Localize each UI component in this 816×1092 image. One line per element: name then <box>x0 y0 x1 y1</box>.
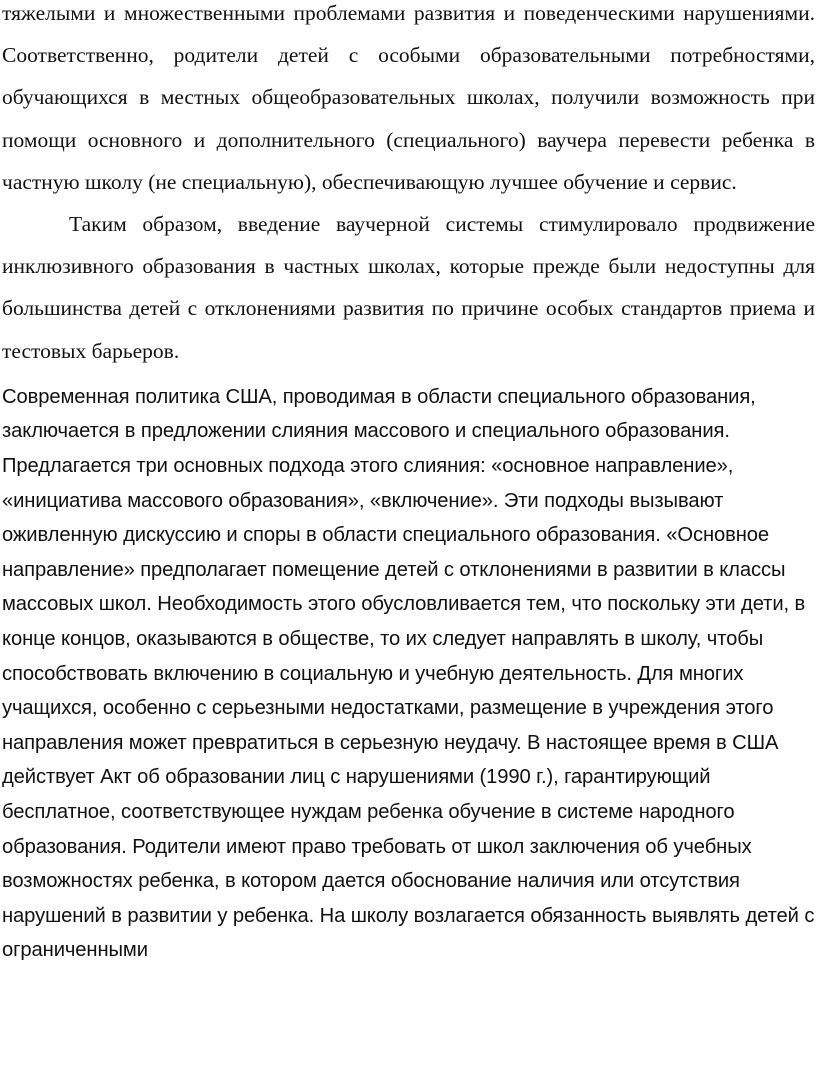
paragraph-us-special-education-policy: Современная политика США, проводимая в области специального образования, заключается в предложении слияния массового и специального образования. Предлагается три основных подхода этого слияния: «основное направление», «инициатива массового образования», «включение». Эти подходы вызывают оживленную дискуссию и споры в области специального образования. «Основное направление» предполагает помещение детей с отклонениями в развитии в классы массовых школ. Необходимость этого обусловливается тем, что поскольку эти дети, в конце концов, оказываются в обществе, то их следует направлять в школу, чтобы способствовать включению в социальную и учебную деятельность. Для многих учащихся, особенно с серьезными недостатками, размещение в учреждения этого направления может превратиться в серьезную неудачу. В настоящее время в США действует Акт об образовании лиц с нарушениями (1990 г.), гарантирующий бесплатное, соответствующее нуждам ребенка обучение в системе народного образования. Родители имеют право требовать от школ заключения об учебных возможностях ребенка, в котором дается обоснование наличия или отсутствия нарушений в развитии у ребенка. На школу возлагается обязанность выявлять детей с ограниченными <box>2 385 815 962</box>
paragraph-vouchers-intro: тяжелыми и множественными проблемами развития и поведенческими нарушениями. Соответственно, родители детей с особыми образовательными потребностями, обучающихся в местных общеобразовательных школах, получили возможность при помощи основного и дополнительного (специального) ваучера перевести ребенка в частную школу (не специальную), обеспечивающую лучшее обучение и сервис. <box>2 1 815 194</box>
paragraph-voucher-system-summary: Таким образом, введение ваучерной системы стимулировало продвижение инклюзивного образования в частных школах, которые прежде были недоступны для большинства детей с отклонениями развития по причине особых стандартов приема и тестовых барьеров. <box>2 212 815 363</box>
